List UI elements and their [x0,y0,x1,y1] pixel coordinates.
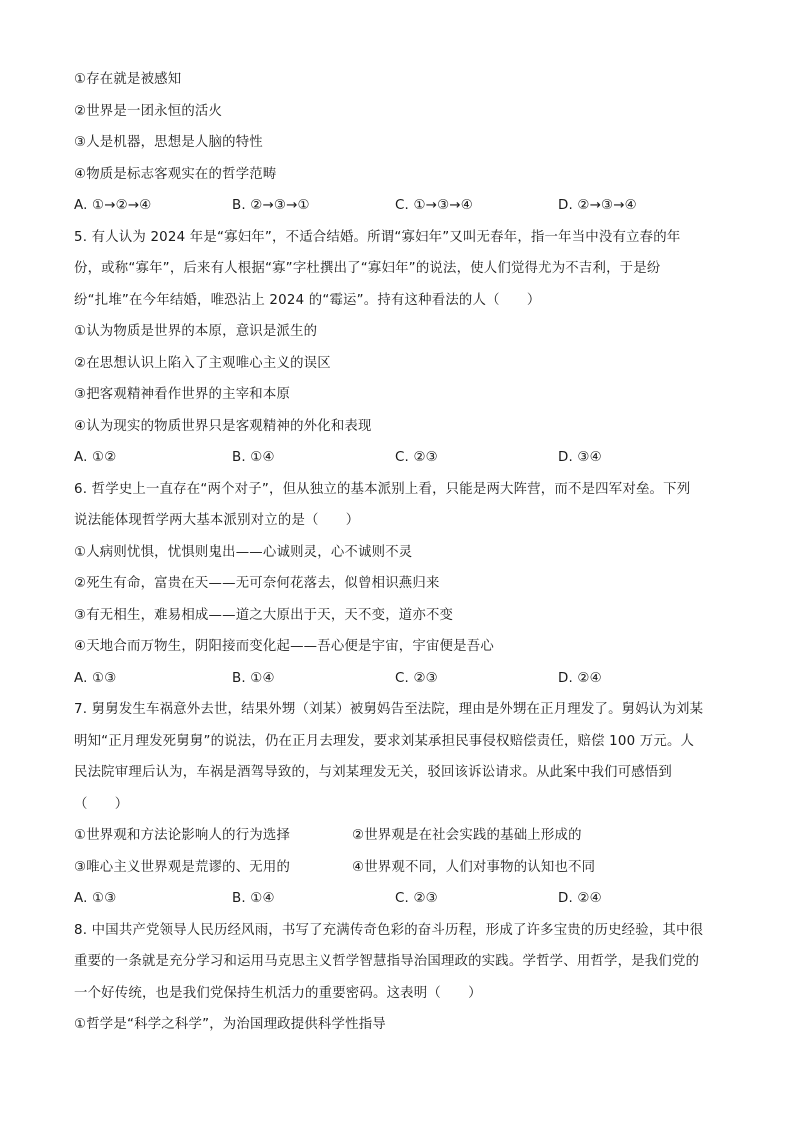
q4-item-3: ③人是机器，思想是人脑的特性 [74,135,263,150]
q7-item-3: ③唯心主义世界观是荒谬的、无用的 [74,859,291,875]
q5-option-d[interactable]: D. ③④ [558,450,602,465]
q4-option-a[interactable]: A. ①→②→④ [74,198,152,213]
q6-stem-line-2: 说法能体现哲学两大基本派别对立的是（ ） [74,513,360,528]
q7-option-d[interactable]: D. ②④ [558,891,602,906]
q4-item-4: ④物质是标志客观实在的哲学范畴 [74,166,277,182]
q7-items-row-1 [74,820,734,852]
q8-stem-line-2: 重要的一条就是充分学习和运用马克思主义哲学智慧指导治国理政的实践。学哲学、用哲学，是我们党的 [74,954,700,969]
q5-item-3: ③把客观精神看作世界的主宰和本原 [74,387,291,402]
q6-stem-line-1: 6. 哲学史上一直存在“两个对子”，但从独立的基本派别上看，只能是两大阵营，而不是四军对垒。下列 [74,481,691,497]
q8-item-1: ①哲学是“科学之科学”，为治国理政提供科学性指导 [74,1017,386,1032]
q7-options [74,883,734,915]
q6-item-1: ①人病则忧惧，忧惧则鬼出——心诚则灵，心不诚则不灵 [74,544,413,560]
q4-item-2: ②世界是一团永恒的活火 [74,103,223,119]
q5-option-c[interactable]: C. ②③ [395,450,438,465]
q7-stem-line-2: 明知“正月理发死舅舅”的说法，仍在正月去理发，要求刘某承担民事侵权赔偿责任，赔偿 100 万元。人 [74,733,695,749]
q4-option-c[interactable]: C. ①→③→④ [395,198,473,213]
q7-option-c[interactable]: C. ②③ [395,891,438,906]
q6-option-d[interactable]: D. ②④ [558,670,602,686]
q5-item-4: ④认为现实的物质世界只是客观精神的外化和表现 [74,418,372,434]
q5-item-2: ②在思想认识上陷入了主观唯心主义的误区 [74,355,331,371]
q6-item-2: ②死生有命，富贵在天——无可奈何花落去，似曾相识燕归来 [74,576,440,591]
q7-item-4: ④世界观不同，人们对事物的认知也不同 [352,859,596,875]
q5-stem-line-1: 5. 有人认为 2024 年是“寡妇年”，不适合结婚。所谓“寡妇年”又叫无春年，指一年当中没有立春的年 [74,229,681,245]
q6-item-4: ④天地合而万物生，阴阳接而变化起——吾心便是宇宙，宇宙便是吾心 [74,639,494,654]
q7-option-b[interactable]: B. ①④ [232,891,275,906]
q4-option-d[interactable]: D. ②→③→④ [558,198,637,213]
q6-option-c[interactable]: C. ②③ [395,670,438,686]
q8-stem-line-3: 一个好传统，也是我们党保持生机活力的重要密码。这表明（ ） [74,985,482,1001]
q5-option-a[interactable]: A. ①② [74,450,117,465]
q7-stem-line-1: 7. 舅舅发生车祸意外去世，结果外甥（刘某）被舅妈告至法院，理由是外甥在正月理发了。舅妈认为刘某 [74,702,704,717]
q6-options [74,663,734,695]
q7-stem-line-4: （ ） [74,796,129,812]
q5-item-1: ①认为物质是世界的本原，意识是派生的 [74,324,318,339]
q7-item-2: ②世界观是在社会实践的基础上形成的 [352,828,582,843]
q7-option-a[interactable]: A. ①③ [74,891,117,906]
exam-page [74,64,734,1041]
q7-item-1: ①世界观和方法论影响人的行为选择 [74,828,291,843]
q6-option-a[interactable]: A. ①③ [74,670,117,686]
q8-stem-line-1: 8. 中国共产党领导人民历经风雨，书写了充满传奇色彩的奋斗历程，形成了许多宝贵的历史经验，其中很 [74,922,704,938]
q5-stem-line-2: 份，或称“寡年”，后来有人根据“寡”字杜撰出了“寡妇年”的说法，使人们觉得尤为不吉利，于是纷 [74,261,661,276]
q5-options [74,442,734,474]
q5-option-b[interactable]: B. ①④ [232,450,275,465]
q7-items-row-2 [74,852,734,884]
q7-stem-line-3: 民法院审理后认为，车祸是酒驾导致的，与刘某理发无关，驳回该诉讼请求。从此案中我们可感悟到 [74,765,672,780]
q6-option-b[interactable]: B. ①④ [232,670,275,686]
q4-option-b[interactable]: B. ②→③→① [232,198,310,213]
q6-item-3: ③有无相生，难易相成——道之大原出于天，天不变，道亦不变 [74,607,454,623]
q4-item-1: ①存在就是被感知 [74,72,182,87]
q4-options [74,190,734,222]
q5-stem-line-3: 纷“扎堆”在今年结婚，唯恐沾上 2024 的“霉运”。持有这种看法的人（ ） [74,292,541,308]
